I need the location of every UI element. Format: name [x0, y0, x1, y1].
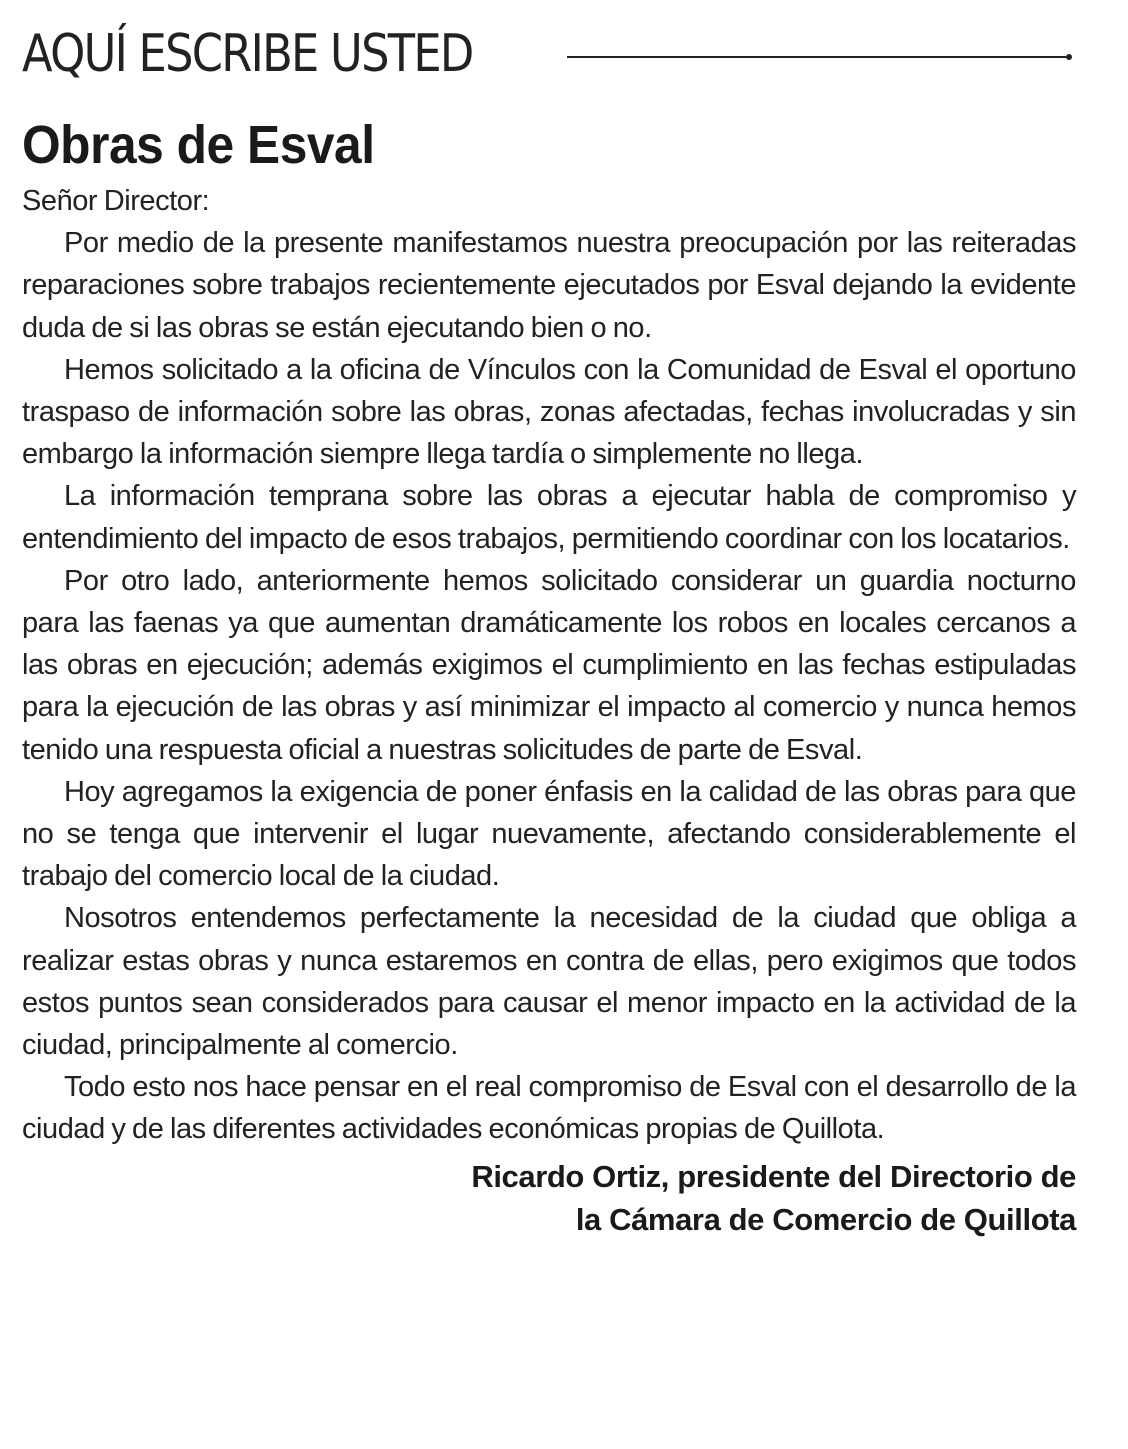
signature-line-1: Ricardo Ortiz, presidente del Directorio de [471, 1158, 1076, 1194]
letters-column [22, 12, 1076, 1241]
header-rule [567, 56, 1066, 58]
letter-body [22, 180, 1076, 1151]
signature [22, 1155, 1076, 1241]
section-header [22, 12, 1076, 96]
paragraph-3: La información temprana sobre las obras a ejecutar habla de compromiso y entendimiento del impacto de esos trabajos, permitiendo coordinar con los locatarios. [22, 480, 1076, 555]
paragraph-6: Nosotros entendemos perfectamente la necesidad de la ciudad que obliga a realizar estas obras y nunca estaremos en contra de ellas, pero exigimos que todos estos puntos sean considerados para causar el menor impacto en la actividad de la ciudad, principalmente al comercio. [22, 902, 1076, 1062]
letter-headline: Obras de Esval [22, 115, 375, 175]
paragraph-7: Todo esto nos hace pensar en el real compromiso de Esval con el desarrollo de la ciudad y de las diferentes actividades económicas propias de Quillota. [22, 1071, 1076, 1146]
paragraph-4: Por otro lado, anteriormente hemos solicitado considerar un guardia nocturno para las faenas ya que aumentan dramáticamente los robos en locales cercanos a las obras en ejecución; además exigimos el cumplimiento en las fechas estipuladas para la ejecución de las obras y así minimizar el impacto al comercio y nunca hemos tenido una respuesta oficial a nuestras solicitudes de parte de Esval. [22, 564, 1076, 766]
paragraph-5: Hoy agregamos la exigencia de poner énfasis en la calidad de las obras para que no se tenga que intervenir el lugar nuevamente, afectando considerablemente el trabajo del comercio local de la ciudad. [22, 775, 1076, 893]
section-title: AQUÍ ESCRIBE USTED [22, 24, 473, 84]
paragraph-2: Hemos solicitado a la oficina de Vínculos con la Comunidad de Esval el oportuno traspaso de información sobre las obras, zonas afectadas, fechas involucradas y sin embargo la información siempre llega tardía o simplemente no llega. [22, 353, 1076, 471]
signature-line-2: la Cámara de Comercio de Quillota [575, 1201, 1076, 1237]
salutation: Señor Director: [22, 185, 210, 217]
paragraph-1: Por medio de la presente manifestamos nuestra preocupación por las reiteradas reparaciones sobre trabajos recientemente ejecutados por Esval dejando la evidente duda de si las obras se están ejecutando bien o no. [22, 227, 1076, 344]
